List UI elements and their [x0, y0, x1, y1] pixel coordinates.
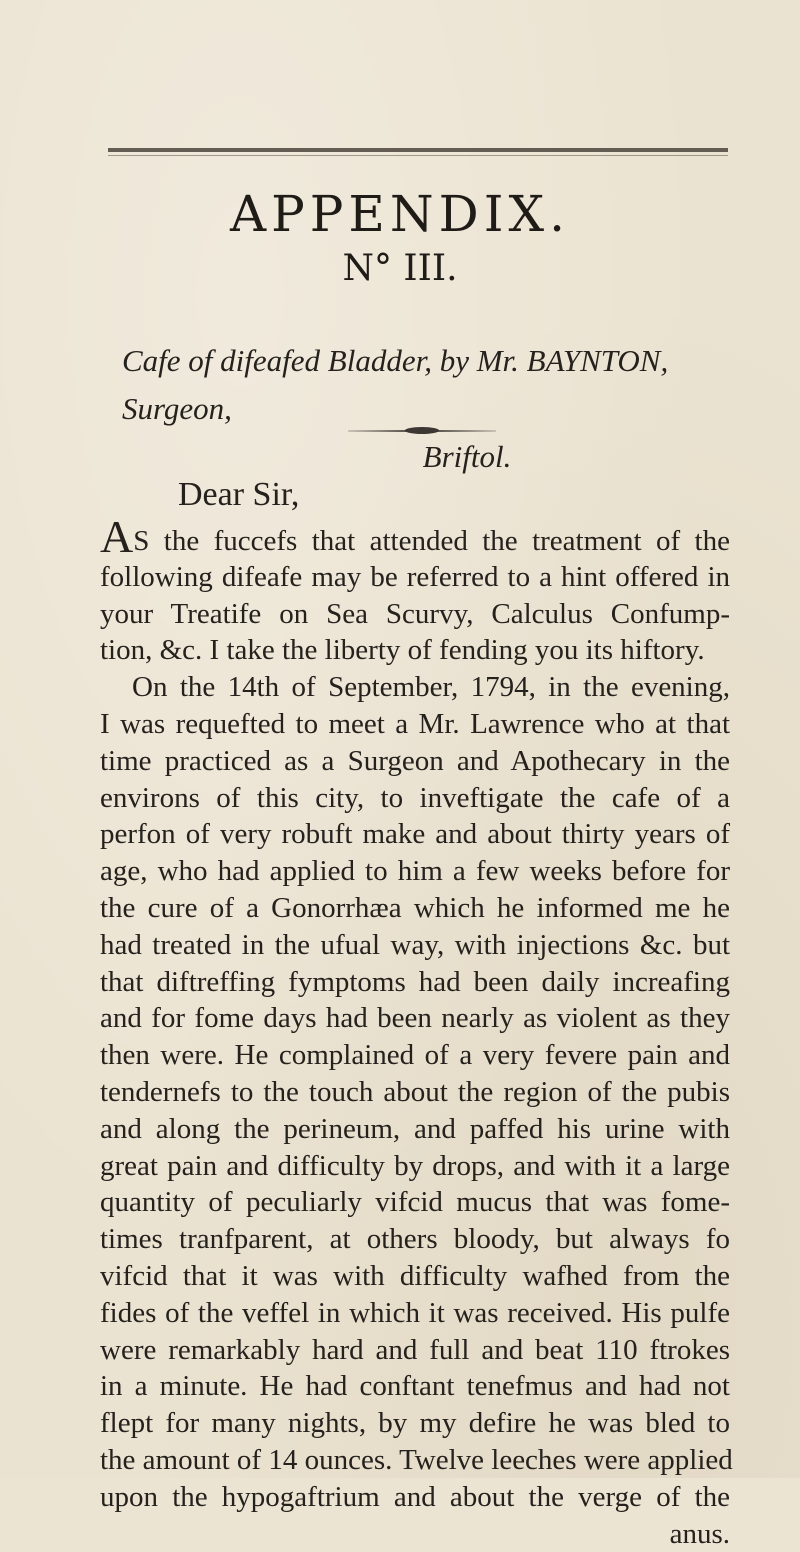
body-line: in a minute. He had conftant tenefmus and had not [100, 1370, 730, 1403]
body-line: and for fome days had been nearly as violent as they [100, 1002, 730, 1035]
salutation: Dear Sir, [178, 476, 300, 513]
body-line: great pain and difficulty by drops, and with it a large [100, 1149, 730, 1182]
body-line: fides of the veffel in which it was received. His pulfe [100, 1296, 730, 1329]
body-line: times tranfparent, at others bloody, but always fo [100, 1223, 730, 1256]
body-line: and along the perineum, and paffed his urine with [100, 1112, 730, 1145]
body-line: tion, &c. I take the liberty of fending you its hiftory. [100, 634, 705, 667]
body-line: perfon of very robuft make and about thirty years of [100, 818, 730, 851]
body-line: age, who had applied to him a few weeks before for [100, 855, 730, 888]
body-line: the cure of a Gonorrhæa which he informed me he [100, 891, 730, 924]
body-line: upon the hypogaftrium and about the verge of the [100, 1480, 730, 1513]
header-rule [108, 148, 728, 152]
case-title [122, 337, 722, 481]
body-line: tendernefs to the touch about the region of the pubis [100, 1075, 730, 1108]
header-rule-thin [108, 155, 728, 156]
body-line: flept for many nights, by my defire he was bled to [100, 1407, 730, 1440]
body-line: following difeafe may be referred to a hint offered in [100, 560, 730, 593]
appendix-heading: APPENDIX. [230, 185, 570, 243]
body-line: that diftreffing fymptoms had been daily increafing [100, 965, 730, 998]
catchword: anus. [669, 1517, 730, 1550]
body-line: quantity of peculiarly vifcid mucus that was fome- [100, 1186, 730, 1219]
body-line: your Treatife on Sea Scurvy, Calculus Confump- [100, 597, 730, 630]
body-line: vifcid that it was with difficulty wafhed from the [100, 1259, 730, 1292]
body-line: then were. He complained of a very fevere pain and [100, 1039, 730, 1072]
body-line: AS the fuccefs that attended the treatment of the [100, 511, 730, 562]
body-line: time practiced as a Surgeon and Apothecary in the [100, 744, 730, 777]
case-title-line: Cafe of difeafed Bladder, by Mr. BAYNTON, Surgeon, [122, 343, 669, 426]
case-title-location: Briftol. [422, 439, 512, 474]
body-line: the amount of 14 ounces. Twelve leeches were applied [100, 1443, 733, 1476]
divider-ornament [405, 427, 439, 434]
appendix-number: N° III. [342, 248, 458, 289]
body-line: environs of this city, to inveftigate the cafe of a [100, 781, 730, 814]
drop-cap: A [100, 511, 134, 562]
body-line: were remarkably hard and full and beat 110 ftrokes [100, 1333, 730, 1366]
body-line: had treated in the ufual way, with injections &c. but [100, 928, 730, 961]
body-line: On the 14th of September, 1794, in the evening, [132, 671, 730, 704]
body-line: I was requefted to meet a Mr. Lawrence who at that [100, 707, 730, 740]
letter-body [100, 511, 733, 1552]
